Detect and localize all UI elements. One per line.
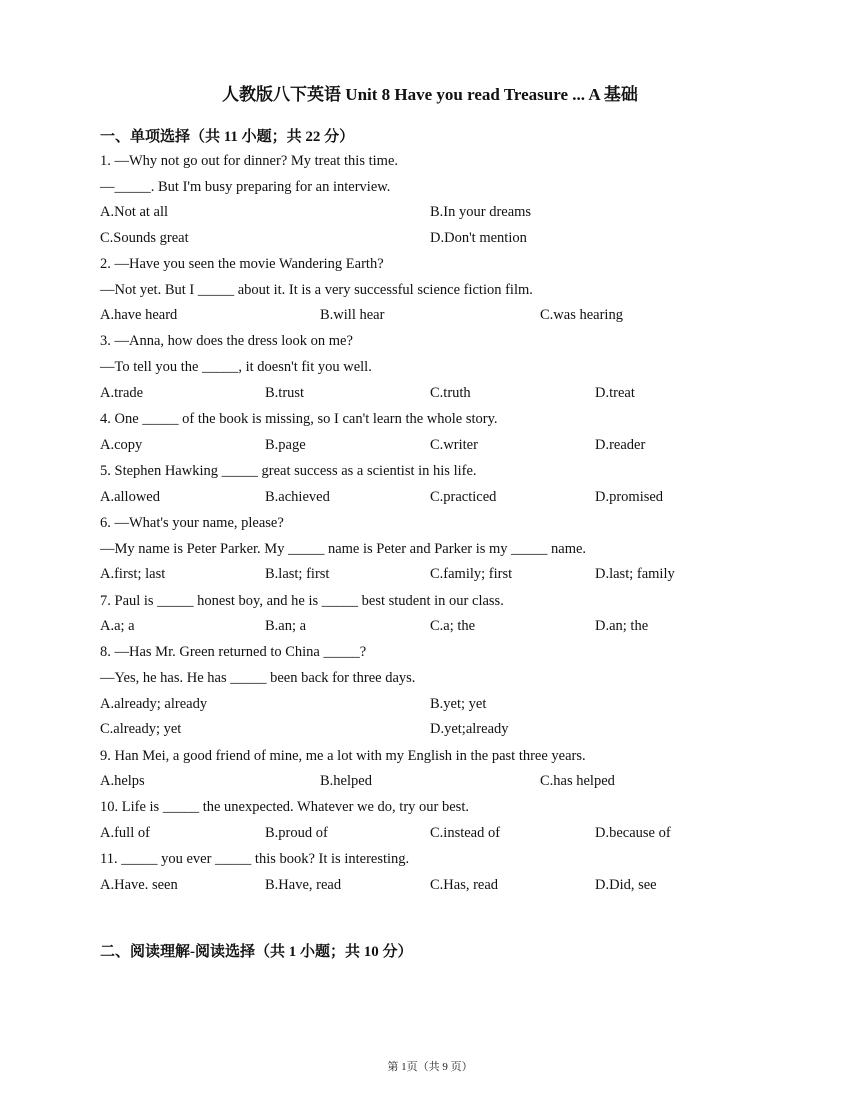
question-8-option-a: A.already; already <box>100 696 208 712</box>
question-1-stem-line-1: 1. —Why not go out for dinner? My treat this time. <box>100 153 399 169</box>
question-4-option-b: B.page <box>265 437 306 453</box>
question-10-stem-line-1: 10. Life is _____ the unexpected. Whatever we do, try our best. <box>100 799 469 815</box>
question-1-option-d: D.Don't mention <box>430 230 527 246</box>
question-7-option-b: B.an; a <box>265 618 307 634</box>
question-7-option-d: D.an; the <box>595 618 649 634</box>
document-title: 人教版八下英语 Unit 8 Have you read Treasure ... A 基础 <box>222 85 638 104</box>
section-heading-single-choice: 一、单项选择（共 11 小题；共 22 分） <box>100 129 355 145</box>
question-2-stem-line-2: —Not yet. But I _____ about it. It is a very successful science fiction film. <box>100 282 533 298</box>
question-6-option-b: B.last; first <box>265 566 330 582</box>
question-8-option-b: B.yet; yet <box>430 696 487 712</box>
question-9-option-b: B.helped <box>320 773 372 789</box>
question-5-option-b: B.achieved <box>265 489 330 505</box>
question-4-option-c: C.writer <box>430 437 478 453</box>
question-2-option-c: C.was hearing <box>540 307 623 323</box>
question-7-option-a: A.a; a <box>100 618 135 634</box>
question-5-option-c: C.practiced <box>430 489 497 505</box>
question-1-option-a: A.Not at all <box>100 204 169 220</box>
question-11-option-d: D.Did, see <box>595 877 657 893</box>
question-1-stem-line-2: —_____. But I'm busy preparing for an interview. <box>100 179 391 195</box>
question-3-option-a: A.trade <box>100 385 144 401</box>
question-6-option-d: D.last; family <box>595 566 675 582</box>
question-6-option-c: C.family; first <box>430 566 513 582</box>
question-8-option-d: D.yet;already <box>430 721 509 737</box>
question-7-stem-line-1: 7. Paul is _____ honest boy, and he is _____ best student in our class. <box>100 593 504 609</box>
question-6-stem-line-2: —My name is Peter Parker. My _____ name is Peter and Parker is my _____ name. <box>100 541 587 557</box>
question-11-option-b: B.Have, read <box>265 877 342 893</box>
question-1-option-c: C.Sounds great <box>100 230 189 246</box>
question-3-option-c: C.truth <box>430 385 471 401</box>
question-1-option-b: B.In your dreams <box>430 204 532 220</box>
question-10-option-c: C.instead of <box>430 825 501 841</box>
question-3-option-d: D.treat <box>595 385 635 401</box>
question-9-stem-line-1: 9. Han Mei, a good friend of mine, me a lot with my English in the past three years. <box>100 748 586 764</box>
question-10-option-a: A.full of <box>100 825 150 841</box>
question-11-stem-line-1: 11. _____ you ever _____ this book? It is interesting. <box>100 851 410 867</box>
question-4-option-a: A.copy <box>100 437 143 453</box>
question-6-stem-line-1: 6. —What's your name, please? <box>100 515 284 531</box>
section-heading-reading: 二、阅读理解-阅读选择（共 1 小题；共 10 分） <box>100 944 413 960</box>
question-10-option-b: B.proud of <box>265 825 328 841</box>
question-10-option-d: D.because of <box>595 825 671 841</box>
question-2-option-b: B.will hear <box>320 307 385 323</box>
question-8-option-c: C.already; yet <box>100 721 182 737</box>
question-9-option-a: A.helps <box>100 773 145 789</box>
question-4-stem-line-1: 4. One _____ of the book is missing, so I can't learn the whole story. <box>100 411 498 427</box>
question-3-stem-line-2: —To tell you the _____, it doesn't fit you well. <box>100 359 372 375</box>
question-5-option-a: A.allowed <box>100 489 160 505</box>
question-5-stem-line-1: 5. Stephen Hawking _____ great success as a scientist in his life. <box>100 463 477 479</box>
question-8-stem-line-1: 8. —Has Mr. Green returned to China _____? <box>100 644 367 660</box>
question-2-stem-line-1: 2. —Have you seen the movie Wandering Earth? <box>100 256 384 272</box>
question-7-option-c: C.a; the <box>430 618 476 634</box>
page-footer: 第 1页（共 9 页） <box>387 1061 473 1073</box>
question-8-stem-line-2: —Yes, he has. He has _____ been back for three days. <box>100 670 416 686</box>
question-11-option-c: C.Has, read <box>430 877 499 893</box>
question-3-option-b: B.trust <box>265 385 305 401</box>
question-3-stem-line-1: 3. —Anna, how does the dress look on me? <box>100 333 353 349</box>
question-9-option-c: C.has helped <box>540 773 615 789</box>
question-4-option-d: D.reader <box>595 437 646 453</box>
question-6-option-a: A.first; last <box>100 566 166 582</box>
question-11-option-a: A.Have. seen <box>100 877 178 893</box>
question-2-option-a: A.have heard <box>100 307 178 323</box>
question-5-option-d: D.promised <box>595 489 664 505</box>
